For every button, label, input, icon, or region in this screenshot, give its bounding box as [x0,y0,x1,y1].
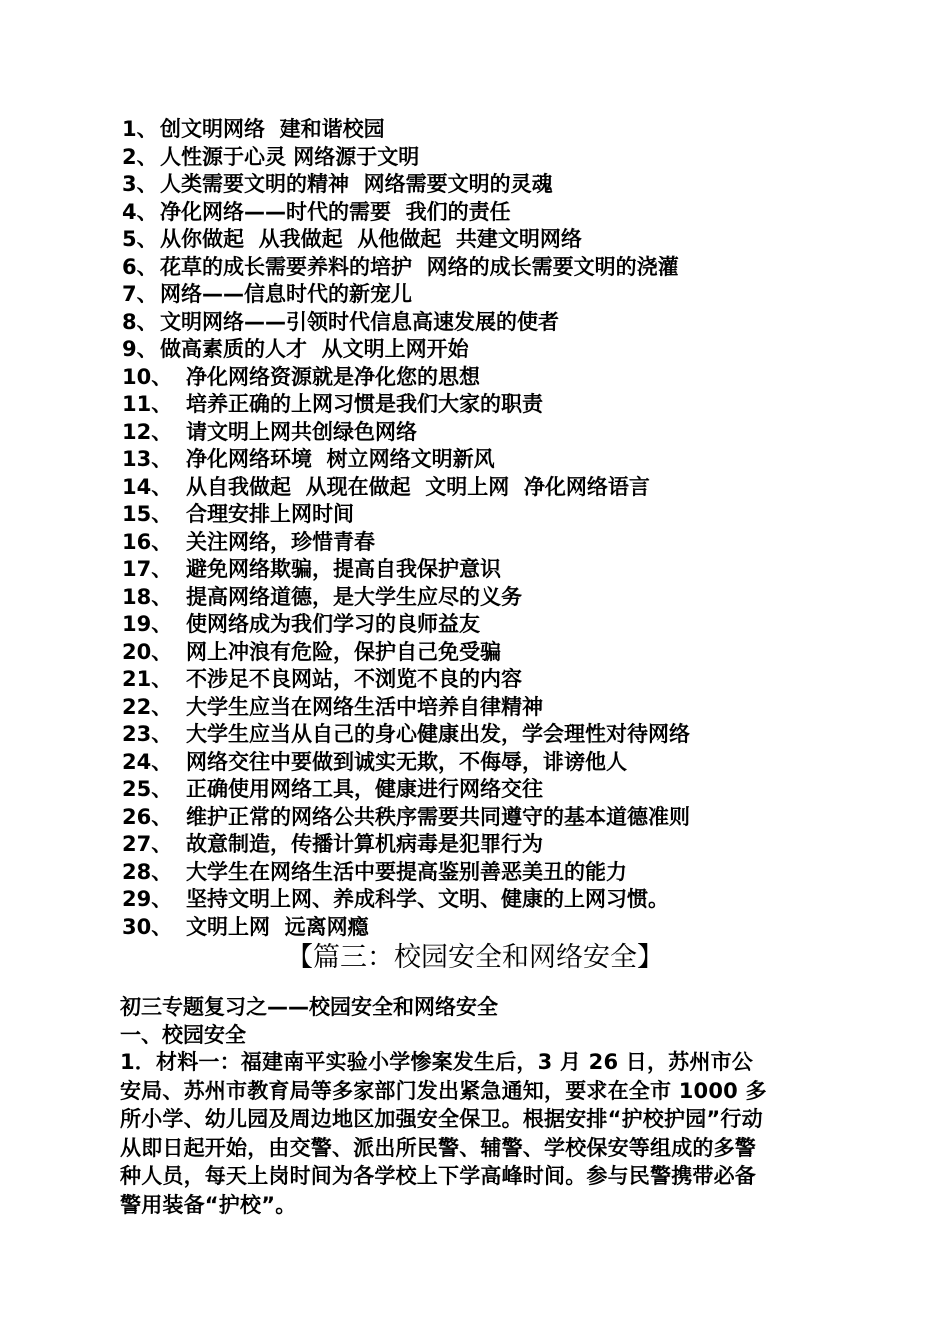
list-item [122,281,882,309]
paragraph-line: 所小学、幼儿园及周边地区加强安全保卫。根据安排“护校护园”行动 [120,1107,763,1131]
section-title-campus-safety: 一、校园安全 [120,1023,246,1047]
list-item-number: 14、 [122,474,173,499]
list-item-text: 维护正常的网络公共秩序需要共同遵守的基本道德准则 [186,804,690,829]
list-item-number: 26、 [122,804,173,829]
list-item-number: 10、 [122,364,173,389]
list-item-text: 净化网络环境 树立网络文明新风 [186,447,495,471]
list-item-text: 净化网络——时代的需要 我们的责任 [160,199,511,224]
list-item-number: 13、 [122,447,173,471]
list-item-number: 23、 [122,722,173,746]
list-item-number: 22、 [122,694,173,719]
list-item-text: 关注网络，珍惜青春 [186,529,375,554]
list-item-text: 人类需要文明的精神 网络需要文明的灵魂 [160,172,553,196]
list-item [122,171,882,199]
list-item [122,749,882,777]
list-item-number: 6、 [122,254,158,279]
list-item-text: 合理安排上网时间 [186,502,354,526]
list-item-number: 8、 [122,309,158,334]
list-item [122,364,882,392]
paragraph-line: 1．材料一：福建南平实验小学惨案发生后，3 月 26 日，苏州市公 [120,1050,753,1074]
list-item-number: 30、 [122,914,173,939]
list-item-text: 提高网络道德，是大学生应尽的义务 [186,584,522,609]
paragraph-line: 种人员，每天上岗时间为各学校上下学高峰时间。参与民警携带必备 [120,1164,756,1188]
list-item [122,116,882,144]
list-item [122,254,882,282]
list-item [122,309,882,337]
list-item-number: 15、 [122,502,173,526]
list-item-text: 使网络成为我们学习的良师益友 [186,612,480,636]
list-item-number: 18、 [122,584,173,609]
list-item [122,639,882,667]
list-item [122,556,882,584]
list-item-text: 网络——信息时代的新宠儿 [160,282,412,306]
list-item-text: 从自我做起 从现在做起 文明上网 净化网络语言 [186,474,650,499]
list-item-text: 请文明上网共创绿色网络 [186,419,417,444]
paragraph-line: 安局、苏州市教育局等多家部门发出紧急通知，要求在全市 1000 多 [120,1078,767,1103]
paragraph-line: 从即日起开始，由交警、派出所民警、辅警、学校保安等组成的多警 [120,1135,756,1160]
list-item-number: 4、 [122,199,158,224]
list-item-number: 28、 [122,859,173,884]
list-item [122,199,882,227]
list-item [122,419,882,447]
list-item-text: 网络交往中要做到诚实无欺，不侮辱，诽谤他人 [186,749,627,774]
list-item-text: 文明上网 远离网瘾 [186,914,369,939]
list-item [122,804,882,832]
list-item-number: 2、 [122,144,158,169]
list-item-text: 创文明网络 建和谐校园 [160,117,385,141]
list-item-text: 做高素质的人才 从文明上网开始 [160,337,469,361]
list-item [122,776,882,804]
list-item [122,721,882,749]
list-item-text: 避免网络欺骗，提高自我保护意识 [186,557,501,581]
list-item-text: 花草的成长需要养料的培护 网络的成长需要文明的浇灌 [160,254,679,279]
list-item-text: 净化网络资源就是净化您的思想 [186,364,480,389]
list-item-text: 不涉足不良网站，不浏览不良的内容 [186,667,522,691]
list-item-text: 培养正确的上网习惯是我们大家的职责 [186,392,543,416]
list-item-text: 从你做起 从我做起 从他做起 共建文明网络 [160,227,582,251]
list-item [122,529,882,557]
list-item [122,391,882,419]
review-subtitle: 初三专题复习之——校园安全和网络安全 [120,995,498,1019]
list-item-text: 坚持文明上网、养成科学、文明、健康的上网习惯。 [186,887,669,911]
list-item [122,336,882,364]
list-item [122,144,882,172]
list-item-text: 大学生应当从自己的身心健康出发，学会理性对待网络 [186,722,690,746]
list-item-number: 24、 [122,749,173,774]
section-heading: 【篇三：校园安全和网络安全】 [286,942,664,973]
list-item-text: 文明网络——引领时代信息高速发展的使者 [160,309,559,334]
list-item-number: 11、 [122,392,173,416]
list-item-number: 3、 [122,172,158,196]
list-item-number: 1、 [122,117,158,141]
list-item-number: 17、 [122,557,173,581]
slogan-list [122,116,882,941]
list-item-number: 5、 [122,227,158,251]
material-paragraph [120,1048,836,1219]
list-item [122,694,882,722]
list-item-text: 大学生应当在网络生活中培养自律精神 [186,694,543,719]
list-item-number: 19、 [122,612,173,636]
list-item [122,474,882,502]
list-item [122,886,882,914]
list-item-text: 大学生在网络生活中要提高鉴别善恶美丑的能力 [186,859,627,884]
list-item-text: 网上冲浪有危险，保护自己免受骗 [186,639,501,664]
list-item-number: 16、 [122,529,173,554]
list-item-number: 12、 [122,419,173,444]
list-item-text: 故意制造，传播计算机病毒是犯罪行为 [186,832,543,856]
list-item [122,831,882,859]
list-item-number: 21、 [122,667,173,691]
list-item [122,666,882,694]
list-item [122,859,882,887]
list-item-number: 20、 [122,639,173,664]
list-item [122,446,882,474]
list-item-number: 7、 [122,282,158,306]
list-item [122,584,882,612]
list-item-text: 人性源于心灵 网络源于文明 [160,144,420,169]
list-item-number: 25、 [122,777,173,801]
list-item-number: 9、 [122,337,158,361]
list-item [122,501,882,529]
list-item [122,914,882,942]
list-item-text: 正确使用网络工具，健康进行网络交往 [186,777,543,801]
list-item-number: 29、 [122,887,173,911]
paragraph-line: 警用装备“护校”。 [120,1192,297,1217]
list-item [122,611,882,639]
list-item-number: 27、 [122,832,173,856]
list-item [122,226,882,254]
